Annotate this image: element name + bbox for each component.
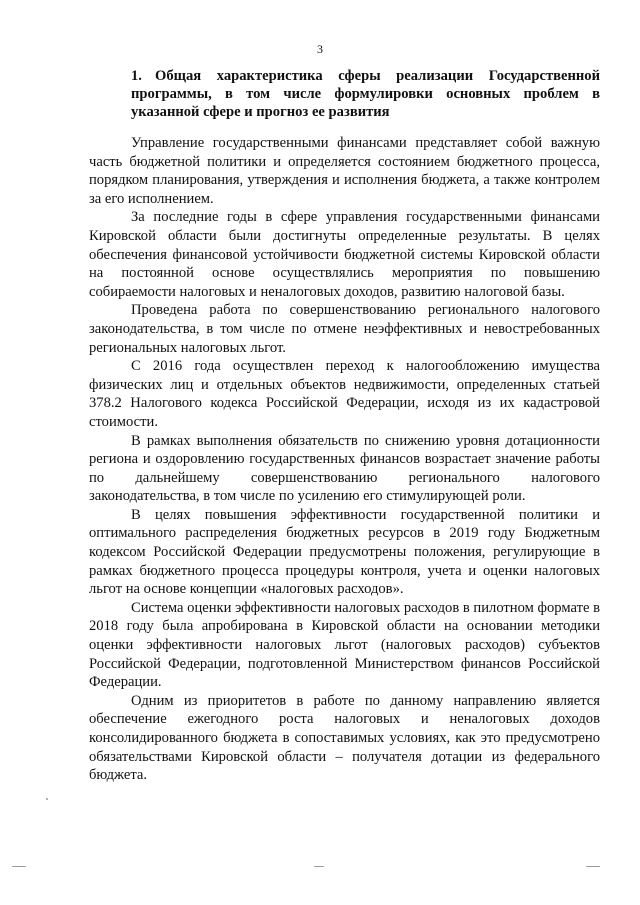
paragraph: Система оценки эффективности налоговых расходов в пилотном формате в 2018 году была апробирована в Кировской области на основании методики оценки эффективности налоговых льгот (налоговых расходов) субъектов Российской Федерации, подготовленной Министерством финансов Российской Федерации. [89, 599, 600, 691]
scan-artifact [12, 866, 26, 867]
paragraph: Управление государственными финансами представляет собой важную часть бюджетной политики и определяется состоянием бюджетного процесса, порядком планирования, утверждения и исполнения бюджета, а также контролем за его исполнением. [89, 135, 600, 207]
section-number: 1. [131, 68, 142, 84]
paragraph: За последние годы в сфере управления государственными финансами Кировской области были достигнуты определенные результаты. В целях обеспечения финансовой устойчивости бюджетной системы Кировской области на постоянной основе осуществлялись мероприятия по повышению собираемости налоговых и неналоговых доходов, развитию налоговой базы. [89, 209, 600, 300]
scan-artifact [586, 866, 600, 867]
paragraph: В рамках выполнения обязательств по снижению уровня дотационности региона и оздоровлению государственных финансов возрастает значение работы по дальнейшему совершенствованию регионального налогового законодательства, в том числе по усилению его стимулирующей роли. [89, 432, 600, 505]
paragraph: В целях повышения эффективности государственной политики и оптимального распределения бюджетных ресурсов в 2019 году Бюджетным кодексом Российской Федерации предусмотрены положения, регулирующие в рамках бюджетного процесса процедуры контроля, учета и оценки налоговых льгот на основе концепции «налоговых расходов». [89, 506, 600, 598]
paragraph: Одним из приоритетов в работе по данному направлению является обеспечение ежегодного роста налоговых и неналоговых доходов консолидированного бюджета в сопоставимых условиях, как это предусмотрено обязательствами Кировской области – получателя дотации из федерального бюджета. [89, 692, 600, 784]
body-text [89, 134, 600, 785]
scan-artifact [46, 798, 48, 800]
page-number: 3 [317, 42, 323, 56]
section-title: Общая характеристика сферы реализации Государственной программы, в том числе формулировки основных проблем в указанной сфере и прогноз ее развития [131, 68, 600, 120]
scan-artifact [314, 866, 324, 867]
paragraph: С 2016 года осуществлен переход к налогообложению имущества физических лиц и отдельных объектов недвижимости, определенных статьей 378.2 Налогового кодекса Российской Федерации, исходя из их кадастровой стоимости. [89, 358, 600, 430]
paragraph: Проведена работа по совершенствованию регионального налогового законодательства, в том числе по отмене неэффективных и невостребованных региональных налоговых льгот. [89, 302, 600, 356]
section-heading [131, 67, 600, 121]
